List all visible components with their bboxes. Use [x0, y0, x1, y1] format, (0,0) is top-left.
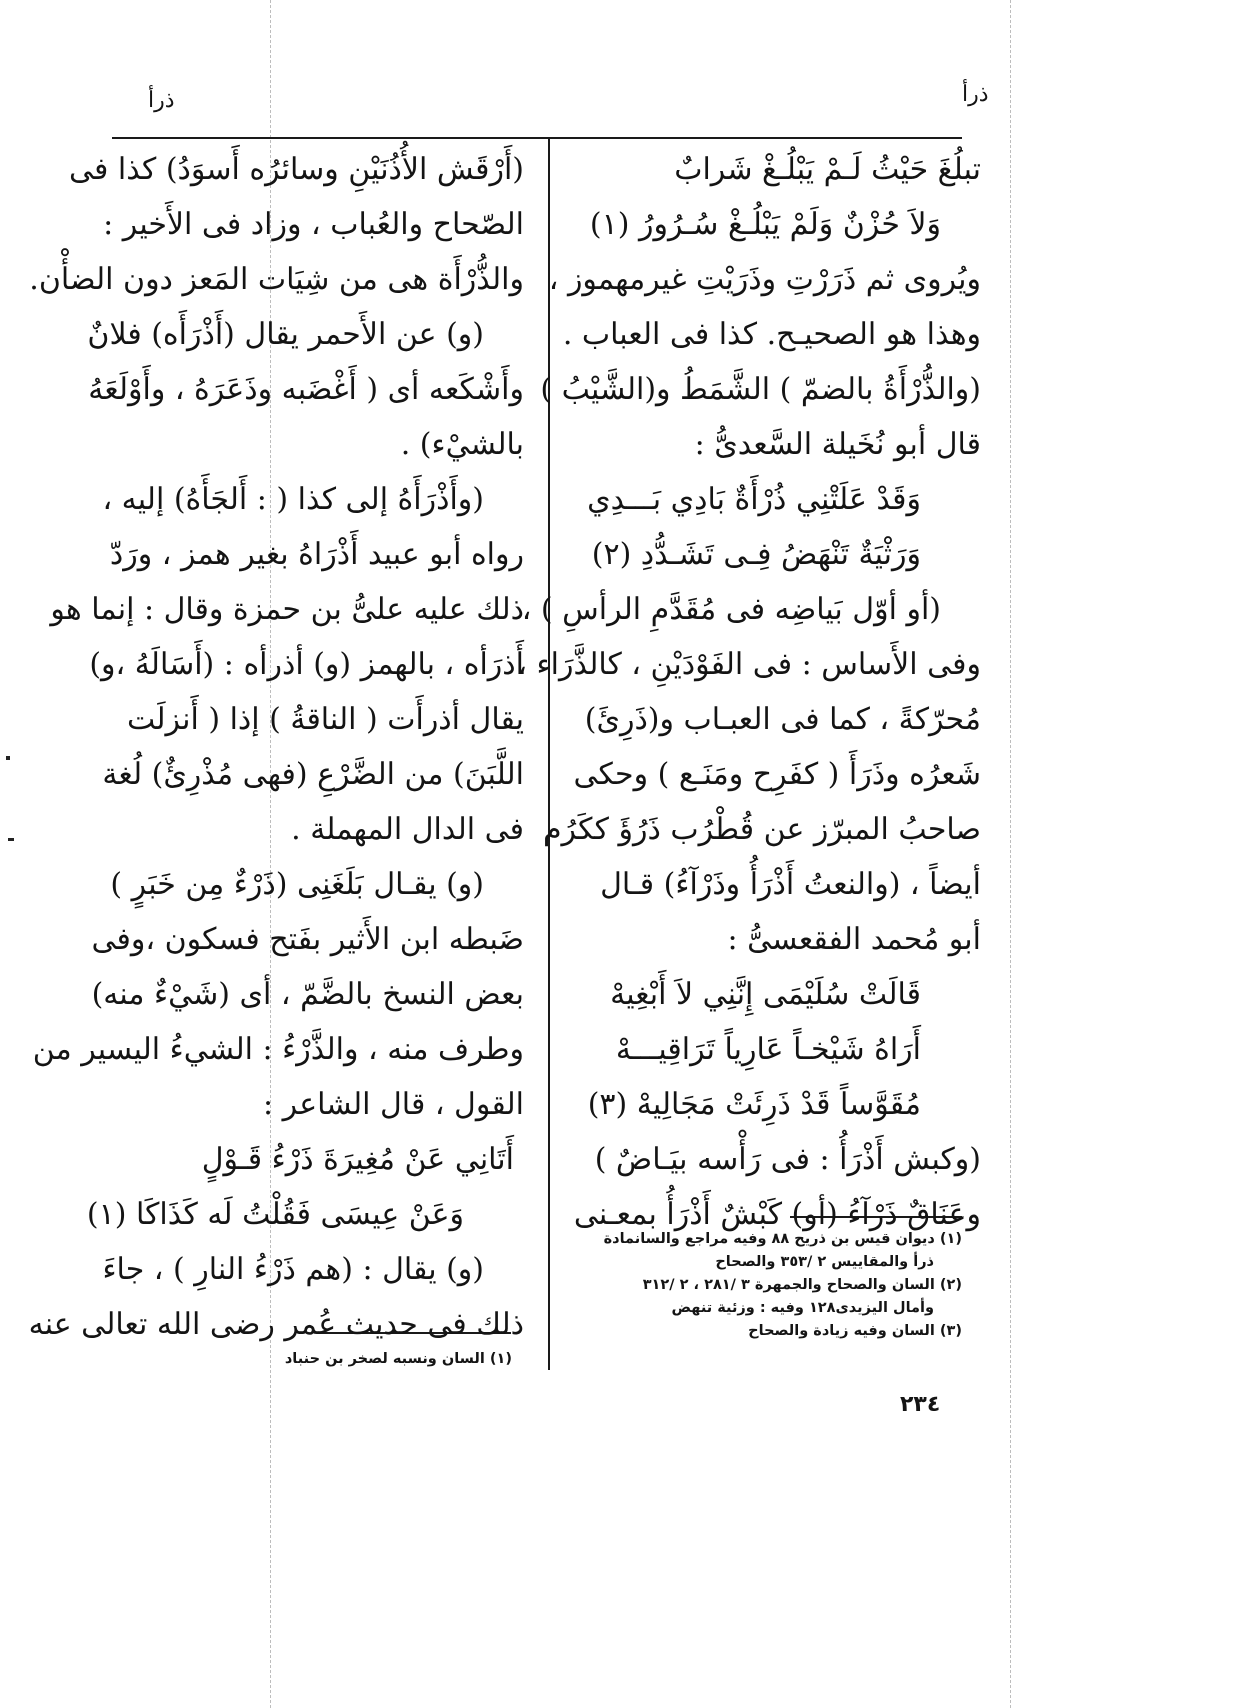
text-line: تبلُغَ حَيْثُ لَـمْ يَبْلُـغْ شَرابٌ — [674, 152, 981, 187]
text-line: (وكبش أَذْرَأُ : فى رَأْسه بيَـاضٌ ) — [594, 1142, 981, 1177]
verse-line: وَعَنْ عِيسَى فَقُلْتُ لَه كَذَاكَا (١) — [86, 1197, 464, 1232]
scan-speck — [8, 838, 14, 841]
verse-line: قَالَتْ سُلَيْمَى إِنَّنِي لاَ أَبْغِيهْ — [610, 977, 921, 1012]
text-line: فى الدال المهملة . — [291, 812, 524, 847]
verse-line: مُقَوَّساً قَدْ ذَرِئَتْ مَجَالِيهْ (٣) — [587, 1087, 921, 1122]
text-line: وأَشْكَعه أى ( أَغْضَبه وذَعَرَهُ ، وأَوْلَعَهُ — [88, 372, 524, 407]
text-line: شَعرُه وذَرَأَ ( كفَرِح ومَنَـع ) وحكى — [573, 757, 981, 792]
text-line: رواه أبو عبيد أَذْرَاهُ بغير همز ، ورَدّ — [109, 537, 524, 572]
text-line: (أَرْقَش الأُذُنَيْنِ وسائرُه أَسوَدُ) كذا فى — [69, 152, 524, 187]
text-line: وَلاَ حُزْنٌ وَلَمْ يَبْلُـغْ سُـرُورُ (١) — [589, 207, 941, 242]
left-column — [28, 142, 524, 1352]
left-running-header: ذرأ — [148, 88, 175, 113]
right-column — [517, 142, 981, 1242]
text-line: القول ، قال الشاعر : — [263, 1087, 524, 1122]
footnote-line: ذرأ والمقاييس ٢ /٣٥٣ والصحاح — [715, 1254, 934, 1270]
text-line: بعض النسخ بالضَّمّ ، أى (شَيْءٌ منه) — [91, 977, 524, 1012]
text-line: ذلك فى حديث عُمر رضى الله تعالى عنه — [28, 1307, 524, 1342]
text-line: بالشيْء) . — [400, 427, 524, 462]
verse-line: أَتَانِي عَنْ مُغِيرَةَ ذَرْءُ قَـوْلٍ — [201, 1142, 514, 1177]
text-line: (أو أوّل بَياضِه فى مُقَدَّمِ الرأسِ ) ، — [521, 592, 941, 627]
text-line: (وأَذْرَأَهُ إلى كذا ( : أَلجَأَهُ) إليه ، — [102, 482, 484, 517]
scan-fold-line — [1010, 0, 1011, 1708]
text-line: مُحرّكةً ، كما فى العبـاب و(ذَرِئَ) — [584, 702, 981, 737]
text-line: أبو مُحمد الفقعسىُّ : — [727, 922, 981, 957]
text-line: يقال أذرأَت ( الناقةُ ) إذا ( أَنزلَت — [126, 702, 524, 737]
verse-line: وَرَثْيَةٌ تَنْهَضُ فِـى تَشَـدُّدِ (٢) — [591, 537, 921, 572]
scan-speck — [6, 756, 10, 760]
text-line: ويُروى ثم ذَرَرْتِ وذَرَيْتِ غيرمهموز ، — [548, 262, 981, 297]
footnote-line: (٢) السان والصحاح والجمهرة ٣ /٢٨١ ، ٢ /٣١٢ — [642, 1277, 962, 1293]
header-rule — [112, 137, 962, 139]
text-line: أَذرَأه ، بالهمز (و) أذرأه : (أَسَالَهُ ،و) — [89, 647, 524, 682]
text-line: اللَّبَنَ) من الضَّرْعِ (فهى مُذْرِئٌ) لُغة — [102, 757, 524, 792]
text-line: صاحبُ المبرّز عن قُطْرُب ذَرُؤَ ككَرُم — [542, 812, 981, 847]
text-line: (والذُّرْأَةُ بالضمّ ) الشَّمَطُ و(الشَّيْبُ ) — [540, 372, 981, 407]
text-line: وفى الأَساس : فى الفَوْدَيْنِ ، كالذَّرَاء ، — [517, 647, 981, 682]
text-line: والذُّرْأَة هى من شِيَات المَعز دون الضأْن. — [29, 262, 524, 297]
text-line: قال أبو نُخَيلة السَّعدىُّ : — [694, 427, 981, 462]
column-divider — [548, 137, 550, 1370]
verse-line: وَقَدْ عَلَتْنِي ذُرْأَةٌ بَادِي بَـــدِي — [587, 482, 921, 517]
page-number: ٢٣٤ — [900, 1392, 941, 1417]
text-line: (و) يقـال بَلَغَنِى (ذَرْءٌ مِن خَبَرٍ ) — [110, 867, 484, 902]
text-line: ذلك عليه علىُّ بن حمزة وقال : إنما هو — [50, 592, 524, 627]
text-line: أيضاً ، (والنعتُ أَذْرَأُ وذَرْآءُ) قـال — [600, 867, 981, 902]
footnote-line: (٣) السان وفيه زيادة والصحاح — [748, 1323, 962, 1339]
text-line: ضَبطه ابن الأَثير بفَتح فسكون ،وفى — [91, 922, 524, 957]
right-running-header: ذرأ — [962, 82, 989, 107]
text-line: وعَنَاقٌ ذَرْآءُ (أو) كَبْشٌ أَذْرَأُ بمعـنى — [573, 1197, 981, 1232]
text-line: (و) عن الأَحمر يقال (أَذْرَأَه) فلانٌ — [87, 317, 484, 352]
left-footnotes — [240, 1348, 512, 1371]
footnote-line: (١) السان ونسبه لصخر بن حنباد — [284, 1351, 512, 1367]
verse-line: أَرَاهُ شَيْخـاً عَارِياً تَرَاقِيـــهْ — [615, 1032, 921, 1067]
text-line: (و) يقال : (هم ذَرْءُ النارِ ) ، جاءَ — [102, 1252, 484, 1287]
text-line: وهذا هو الصحيـح. كذا فى العباب . — [562, 317, 981, 352]
text-line: وطرف منه ، والذَّرْءُ : الشيءُ اليسير من — [32, 1032, 524, 1067]
text-line: الصّحاح والعُباب ، وزاد فى الأَخير : — [103, 207, 524, 242]
footnote-line: (١) ديوان قيس بن ذريح ٨٨ وفيه مراجع والسانمادة — [603, 1231, 962, 1247]
right-footnotes — [600, 1228, 962, 1343]
footnote-line: وأمال اليزيدى١٢٨ وفيه : وزئية تنهض — [671, 1300, 934, 1316]
